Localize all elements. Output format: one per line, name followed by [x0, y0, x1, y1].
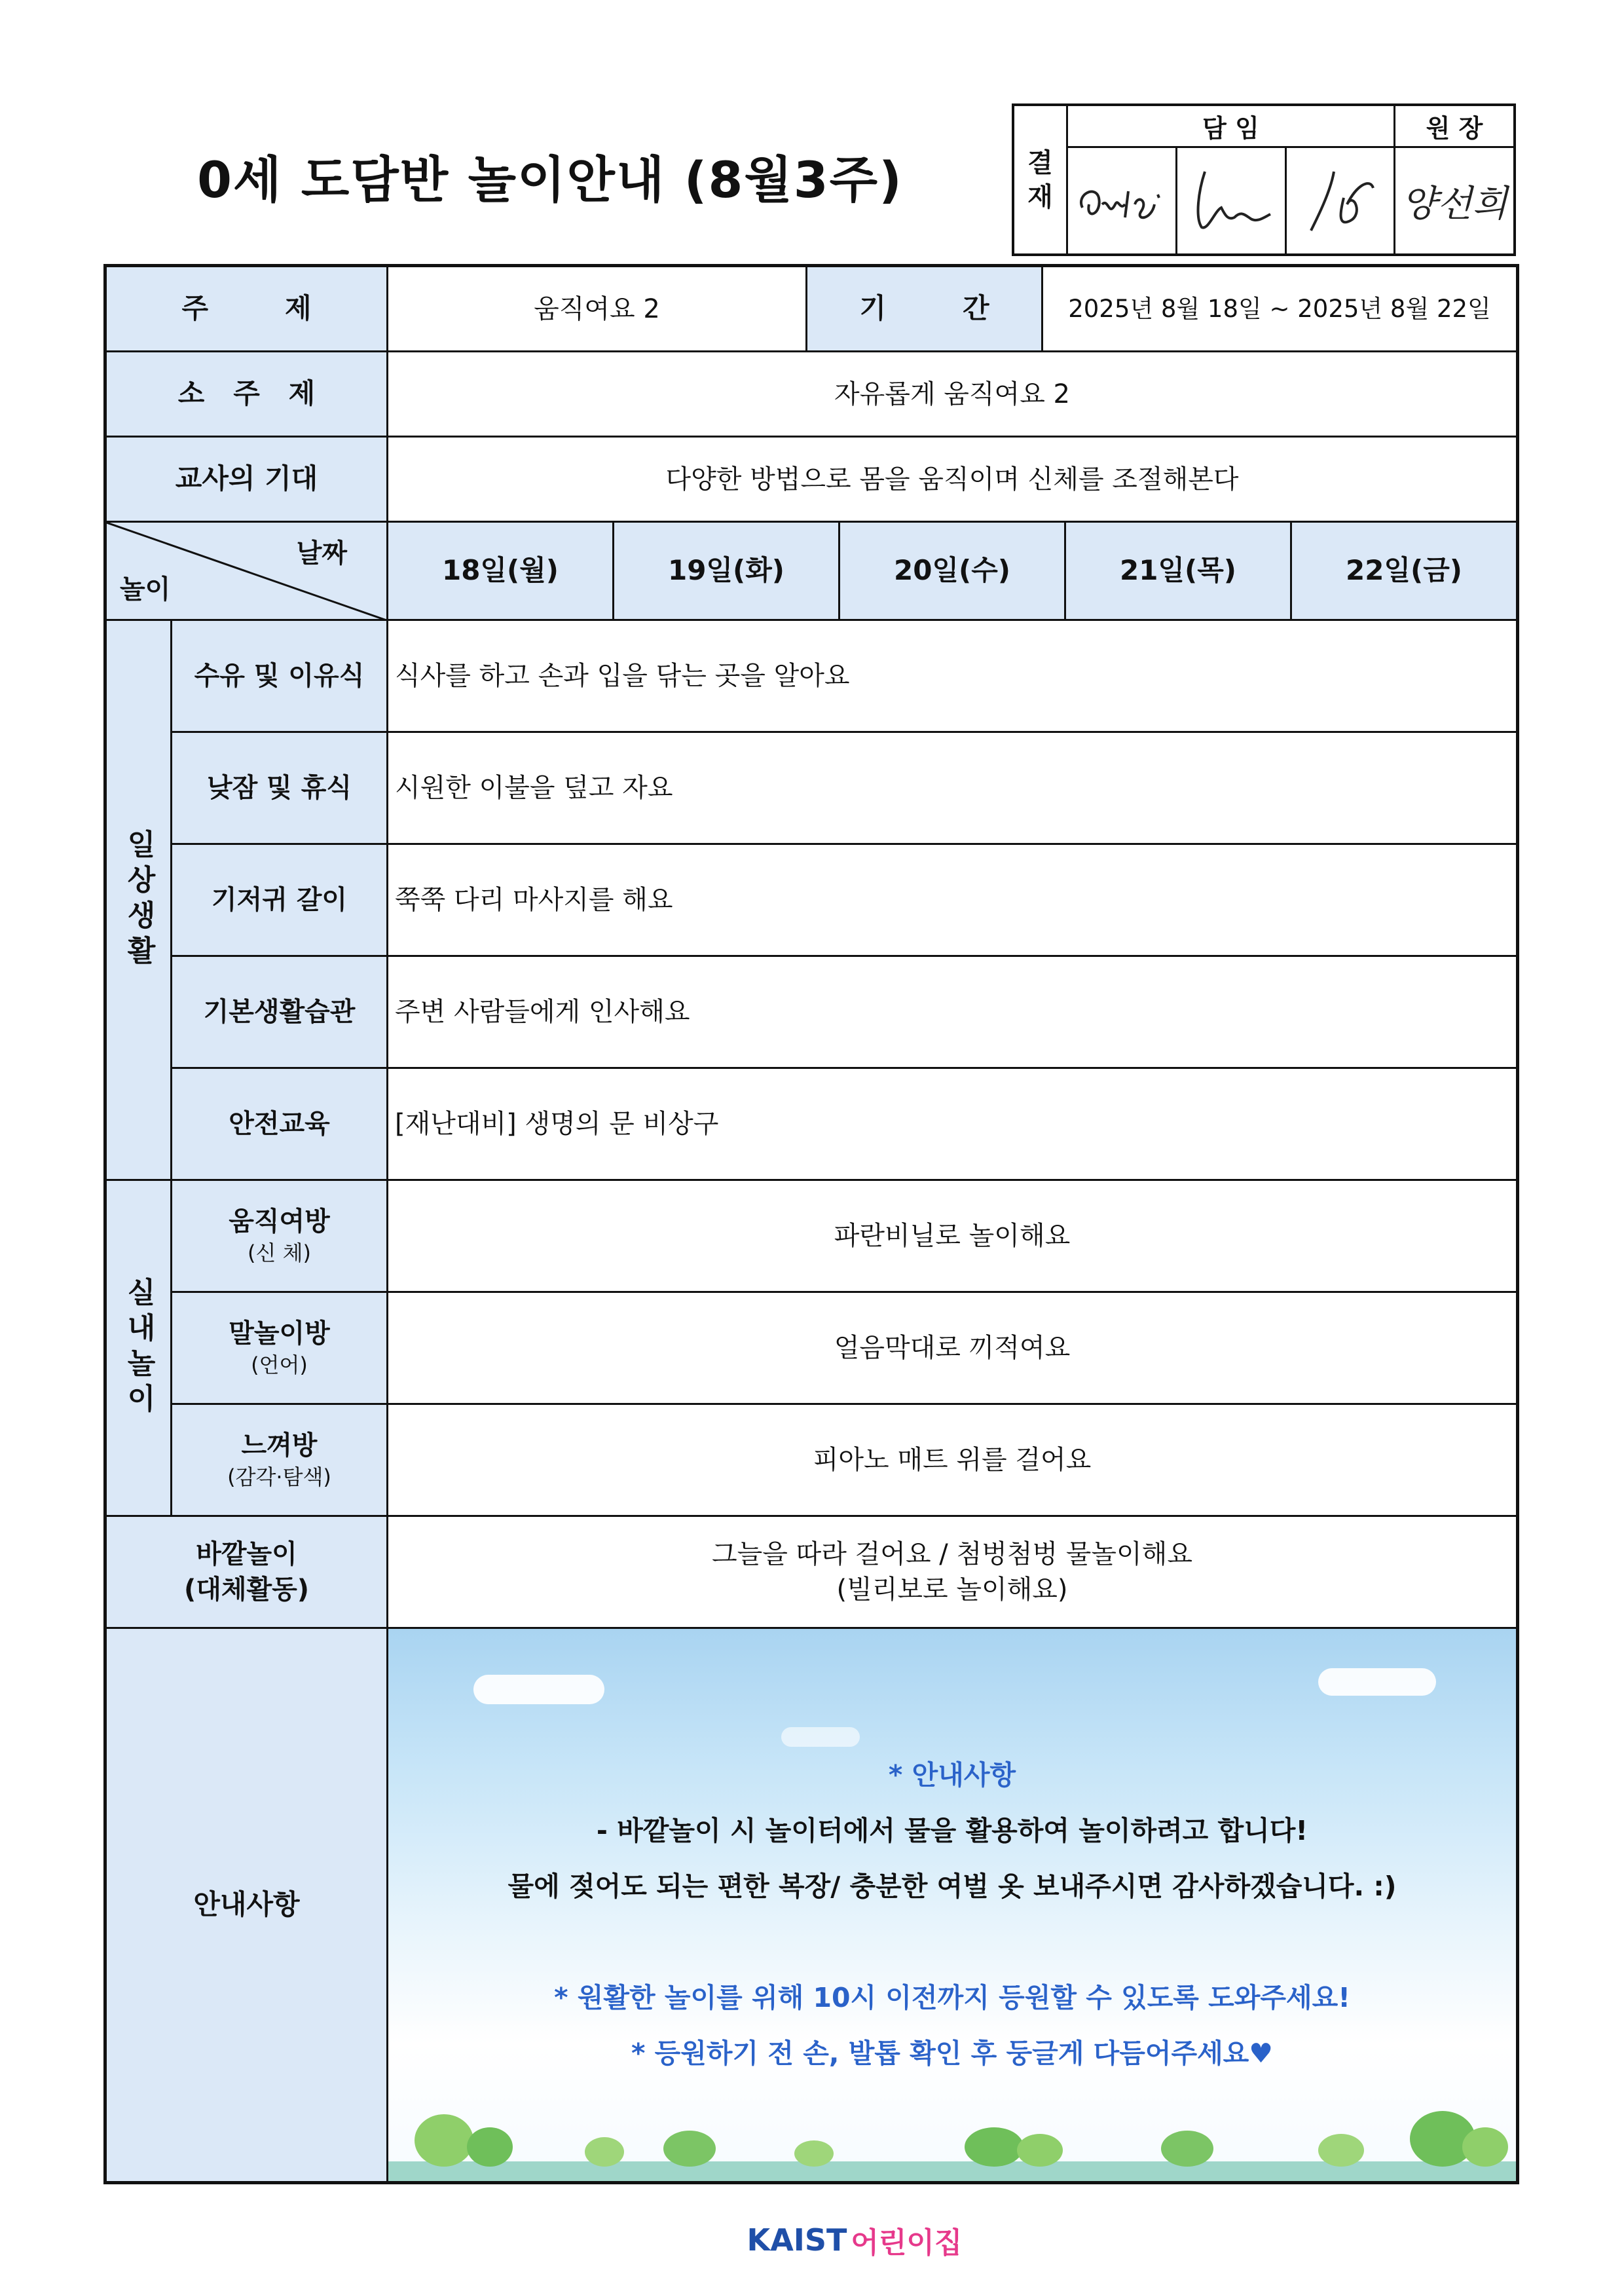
daily-label-nap: 낮잠 및 휴식 — [172, 733, 388, 845]
daily-content-safety: [재난대비] 생명의 문 비상구 — [388, 1069, 1516, 1181]
outdoor-label — [107, 1517, 388, 1629]
approval-label-bottom: 재 — [1027, 181, 1053, 212]
indoor-movement-title: 움직여방 — [229, 1206, 330, 1237]
signature-2 — [1182, 165, 1280, 237]
tree-decoration — [585, 2137, 624, 2167]
outdoor-label-line1: 바깥놀이 — [196, 1539, 297, 1569]
indoor-language-title: 말놀이방 — [229, 1318, 330, 1349]
daily-content-habits: 주변 사람들에게 인사해요 — [388, 957, 1516, 1069]
tree-decoration — [794, 2140, 834, 2167]
indoor-label-movement — [172, 1181, 388, 1293]
outdoor-content — [388, 1517, 1516, 1629]
homeroom-signature-1 — [1068, 148, 1177, 253]
notice-line-3: * 원활한 놀이를 위해 10시 이전까지 등원할 수 있도록 도와주세요! — [554, 1982, 1350, 2013]
indoor-content-language: 얼음막대로 끼적여요 — [388, 1293, 1516, 1405]
daily-label-safety: 안전교육 — [172, 1069, 388, 1181]
play-label: 놀이 — [120, 574, 171, 605]
daily-label-feeding: 수유 및 이유식 — [172, 621, 388, 733]
indoor-section-text: 실내놀이 — [122, 1277, 155, 1419]
notice-line-2: 물에 젖어도 되는 편한 복장/ 충분한 여벌 옷 보내주시면 감사하겠습니다. :) — [507, 1871, 1397, 1902]
indoor-language-sub: (언어) — [251, 1353, 308, 1378]
indoor-label-sensory — [172, 1405, 388, 1517]
indoor-section-label — [107, 1181, 172, 1517]
date-label: 날짜 — [296, 538, 347, 569]
logo-kindergarten-text: 어린이집 — [851, 2226, 963, 2260]
cloud-decoration — [473, 1675, 604, 1704]
daily-section-text: 일상생활 — [122, 829, 155, 971]
approval-box — [1012, 103, 1516, 256]
notice-line-4: * 등원하기 전 손, 발톱 확인 후 둥글게 다듬어주세요♥ — [631, 2038, 1274, 2069]
daily-label-habits: 기본생활습관 — [172, 957, 388, 1069]
indoor-content-movement: 파란비닐로 놀이해요 — [388, 1181, 1516, 1293]
tree-decoration — [1017, 2134, 1063, 2167]
indoor-movement-sub: (신 체) — [248, 1241, 311, 1266]
tree-decoration — [415, 2114, 473, 2167]
signature-3 — [1291, 165, 1390, 237]
homeroom-header: 담 임 — [1068, 106, 1395, 148]
cloud-decoration — [1318, 1668, 1436, 1696]
tree-decoration — [965, 2127, 1024, 2167]
indoor-sensory-sub: (감각·탐색) — [227, 1465, 331, 1490]
day-thu: 21일(목) — [1066, 523, 1292, 621]
cloud-decoration — [781, 1727, 860, 1747]
approval-label — [1014, 106, 1068, 253]
signature-1 — [1073, 168, 1171, 234]
notice-panel — [388, 1629, 1516, 2181]
play-date-header — [107, 523, 388, 621]
page-title: 0세 도담반 놀이안내 (8월3주) — [197, 151, 903, 209]
subtheme-label: 소 주 제 — [107, 352, 388, 438]
expectation-label: 교사의 기대 — [107, 438, 388, 523]
plan-table — [103, 264, 1519, 2184]
notice-heading: * 안내사항 — [888, 1759, 1016, 1791]
day-tue: 19일(화) — [614, 523, 840, 621]
kaist-logo — [740, 2217, 969, 2263]
notice-label: 안내사항 — [107, 1629, 388, 2181]
notice-line-1: - 바깥놀이 시 놀이터에서 물을 활용하여 놀이하려고 합니다! — [596, 1815, 1308, 1846]
daily-content-feeding: 식사를 하고 손과 입을 닦는 곳을 알아요 — [388, 621, 1516, 733]
approval-label-top: 결 — [1027, 147, 1053, 178]
tree-decoration — [1318, 2134, 1364, 2167]
daily-content-nap: 시원한 이불을 덮고 자요 — [388, 733, 1516, 845]
tree-decoration — [467, 2127, 513, 2167]
period-label: 기 간 — [807, 267, 1043, 352]
logo-kaist-text: KAIST — [747, 2222, 847, 2258]
homeroom-signature-2 — [1177, 148, 1287, 253]
tree-decoration — [663, 2131, 716, 2167]
daily-content-diaper: 쭉쭉 다리 마사지를 해요 — [388, 845, 1516, 957]
outdoor-content-line2: (빌리보로 놀이해요) — [836, 1575, 1068, 1605]
tree-decoration — [1161, 2131, 1213, 2167]
indoor-label-language — [172, 1293, 388, 1405]
daily-section-label — [107, 621, 172, 1181]
outdoor-content-line1: 그늘을 따라 걸어요 / 첨벙첨벙 물놀이해요 — [712, 1539, 1192, 1569]
day-wed: 20일(수) — [840, 523, 1066, 621]
outdoor-label-line2: (대체활동) — [183, 1575, 310, 1605]
director-signature: 양선희 — [1401, 182, 1508, 225]
daily-label-diaper: 기저귀 갈이 — [172, 845, 388, 957]
day-fri: 22일(금) — [1292, 523, 1516, 621]
tree-decoration — [1462, 2127, 1508, 2167]
subtheme-value: 자유롭게 움직여요 2 — [388, 352, 1516, 438]
indoor-content-sensory: 피아노 매트 위를 걸어요 — [388, 1405, 1516, 1517]
indoor-sensory-title: 느껴방 — [241, 1430, 318, 1461]
day-mon: 18일(월) — [388, 523, 614, 621]
expectation-value: 다양한 방법으로 몸을 움직이며 신체를 조절해본다 — [388, 438, 1516, 523]
director-header: 원 장 — [1395, 106, 1513, 148]
theme-label: 주 제 — [107, 267, 388, 352]
period-value: 2025년 8월 18일 ~ 2025년 8월 22일 — [1043, 267, 1516, 352]
theme-value: 움직여요 2 — [388, 267, 807, 352]
homeroom-signature-3 — [1287, 148, 1395, 253]
